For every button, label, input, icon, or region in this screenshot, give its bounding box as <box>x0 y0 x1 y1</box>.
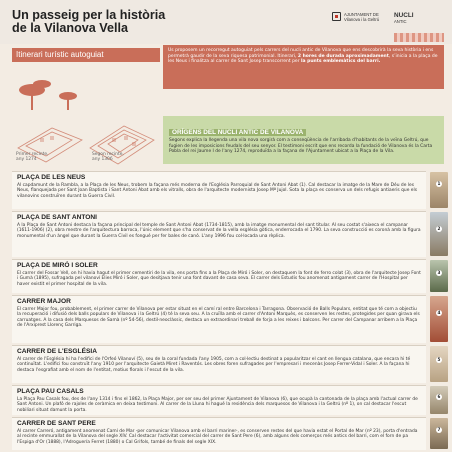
section-placa-pau-casals <box>12 385 426 415</box>
photo-sant-pere-shops <box>430 418 448 449</box>
section-body: Al capdamunt de la Rambla, a la Plaça de les Neus, trobem la façana més moderna de l'Església Parroquial de Sant Antoni Abat (1). Cal destacar la imatge de la Mare de Déu de les Neus, flanquejada per Sant Joan Baptista i Sant Antoni Abat amb els vitralls, obra de l'arquitecte modernista Josep Mª Jujol. Sota la plaça es conserva un dels refugis antiaeris que els vilanovins construïren durant la Guerra Civil. <box>17 183 417 199</box>
section-title: PLAÇA DE MIRÓ I SOLER <box>17 262 98 269</box>
ajuntament-logo-line2: Vilanova i la Geltrú <box>344 17 380 22</box>
section-body: A la Plaça de Sant Antoni destaca la façana principal del temple de Sant Antoni Abat (1734-1815), amb la imatge monumental del sant titular. Al seu costat s'aixeca el campanar (1611-1906) (2), obra mestre de l'arquitectura barroca, l'únic element que s'ha conservat de la vella església gòtica, enderrocada el 1790. La seva construcció es coronà amb la figura monumental d'un àngel que durant la Guerra Civil es fongué per fer bales de canó. L'any 1996 fou col·locada una rèplica. <box>17 223 421 239</box>
section-title: PLAÇA DE SANT ANTONI <box>17 214 97 221</box>
stop-number-4: 4 <box>437 310 441 315</box>
section-title: PLAÇA DE LES NEUS <box>17 174 86 181</box>
intro-duration: 2 hores de durada aproximadament <box>297 53 389 59</box>
section-title: CARRER DE L'ESGLÉSIA <box>17 348 97 355</box>
intro-text-2: , s’inicia a la plaça de les Neus i finalitza al carrer de Sant Josep transcorrent per <box>168 53 438 65</box>
section-title: CARRER DE SANT PERE <box>17 420 96 427</box>
coat-of-arms-icon <box>332 12 341 21</box>
nucli-logo-big: NUCLI <box>394 12 414 19</box>
origins-title: ORÍGENS DEL NUCLI ANTIC DE VILANOVA <box>169 129 306 136</box>
section-body: Al carrer Carreró, antigament anomenat Camí de Mar -per comunicar Vilanova amb el barri mariner-, es conserven restes del que havia estat el Portal de Mar (nº 23), porta d'entrada al recinte emmurallat de la Vilanova del segle XIV. Cal destacar l'activitat comercial del carrer de Sant Pere (6), amb alguns dels comerços més antics del barri, com el forn de pa l'Espiga d'Or (1888), l'Adroguería Ferret (1880) o Cal Grifols, també de finals del segle XIX. <box>17 429 418 445</box>
stop-number-7: 7 <box>437 427 441 432</box>
section-carrer-major <box>12 295 426 343</box>
nucli-logo-small: ANTIC <box>394 19 407 24</box>
photo-ceramic-panel <box>430 386 448 414</box>
ajuntament-logo-line1: AJUNTAMENT DE <box>344 12 379 17</box>
section-title: PLAÇA PAU CASALS <box>17 388 84 395</box>
photo-church-facade <box>430 172 448 208</box>
nucli-antic-logo <box>394 12 414 24</box>
stop-number-2: 2 <box>437 226 441 231</box>
caption-first-enclosure: Primer recinte, any 1274 <box>16 152 49 163</box>
intro-text: Us proposem un recorregut autoguiat pels carrers del nucli antic de Vilanova que ens descobrirà la seva història i ens permetrà gaudir de la seva riquesa patrimonial. Itinerari, <box>168 48 434 59</box>
photo-bell-tower <box>430 212 448 256</box>
photo-orfeo-building <box>430 346 448 382</box>
stop-number-6: 6 <box>437 394 441 399</box>
intro-emblematic: la punts emblemàtics del barri. <box>300 59 381 65</box>
section-carrer-sant-pere <box>12 417 426 450</box>
header-bar <box>0 0 452 44</box>
section-body: Al carrer de l'Església hi ha l'edifici de l'Orfeó Vilanoví (5), seu de la coral fundada l'any 1905, com a col·lectiu destinat a popularitzar el cant en llengua catalana, que encara hi té continuïtat. L'edifici fou construït l'any 1910 per l'arquitecte Gaietà Miret i Raventós. Les obres foren sufragades per l'empresari i mecenàs Josep Ferrer-Vidal i Soler. A la façana hi destaca l'esgrafiat amb el nom de l'entitat, motius florals i l'escut de la vila. <box>17 357 411 373</box>
origins-box <box>163 116 444 164</box>
section-body: El carrer Major fou, probablement, el primer carrer de Vilanova per estar situat en el camí ral entre Barcelona i Tarragona. Observació de Balls Populars, entitat que té com a objectiu la recuperació i difusió dels balls populars de Vilanova i la Geltrú (4) té la seva seu. A la cruïlla amb el carrer d'Antoni Marquès, es conserven les restes, protegides per quan girava els carruatges. A la casa dels Marquesos de Samà (nº 54-56), destil·neoclàssic, destaca un extraordinari treball de forja a les reixes i balcons. Per carrer del Campanar arribem a la Plaça de l'Arxiprest Llorenç Garriga. <box>17 307 420 328</box>
old-town-illustration <box>12 66 160 170</box>
intro-box <box>163 45 444 89</box>
section-body: El carrer del Fossar Vell, on hi havia hagut el primer cementiri de la vila, ens porta fins a la Plaça de Miró i Soler, on destaquem la font de ferro colat (3), obra de l'arquitecte Josep Font i Gumà (1895), sufragada pel vilanoví Elies Miró i Soler, que desitjava tenir una font davant de casa seva. El carrer dels Estudis fou anomenat antigament carrer de l'Hospital per haver existit el primer hospital de la vila. <box>17 271 421 287</box>
stop-number-5: 5 <box>437 357 441 362</box>
title-line-2: de la Vilanova Vella <box>12 21 128 35</box>
page-title <box>12 9 165 35</box>
section-body: La Plaça Pau Casals fou, des de l'any 1314 i fins el 1862, la Plaça Major, per ser seu del primer Ajuntament de Vilanova (6), que ocupà la cantonada de la plaça amb l'actual carrer de Sant Antoni. Un plafó de rajoles de ceràmica en deixa testimoni. Al carrer de la Lluna hi hagué la residència dels marquesos de Vilanova i la Geltrú (nº 1), on cal destacar l'escut nobiliari situat damunt la porta. <box>17 397 418 413</box>
photo-carrer-major <box>430 296 448 342</box>
ajuntament-logo <box>332 12 379 22</box>
stop-number-3: 3 <box>437 270 441 275</box>
section-title: CARRER MAJOR <box>17 298 71 305</box>
photo-iron-fountain <box>430 260 448 292</box>
section-placa-sant-antoni <box>12 211 426 257</box>
title-line-1: Un passeig per la història <box>12 8 166 22</box>
section-placa-miro <box>12 259 426 293</box>
origins-text: Segons explica la llegenda una vila nova sorgirà com a conseqüència de l'arribada d'habitants de la veïna Geltrú, que fugien de les imposicions feudals del seu senyor. El testimoni escrit que ens recorda la fundació de Vilanova és la Carta Pobla del rei Jaume I de l'any 1274, reproduïda a la façana de l'Ajuntament ubicat a la Plaça de la Vila. <box>169 138 433 155</box>
stop-number-1: 1 <box>437 181 441 186</box>
nucli-decoration <box>394 33 444 42</box>
section-placa-neus <box>12 171 426 209</box>
section-carrer-esglesia <box>12 345 426 383</box>
itinerari-heading: Itinerari turístic autoguiat <box>12 48 160 62</box>
caption-second-enclosure: Segon recinte, any 1306 <box>92 152 124 163</box>
